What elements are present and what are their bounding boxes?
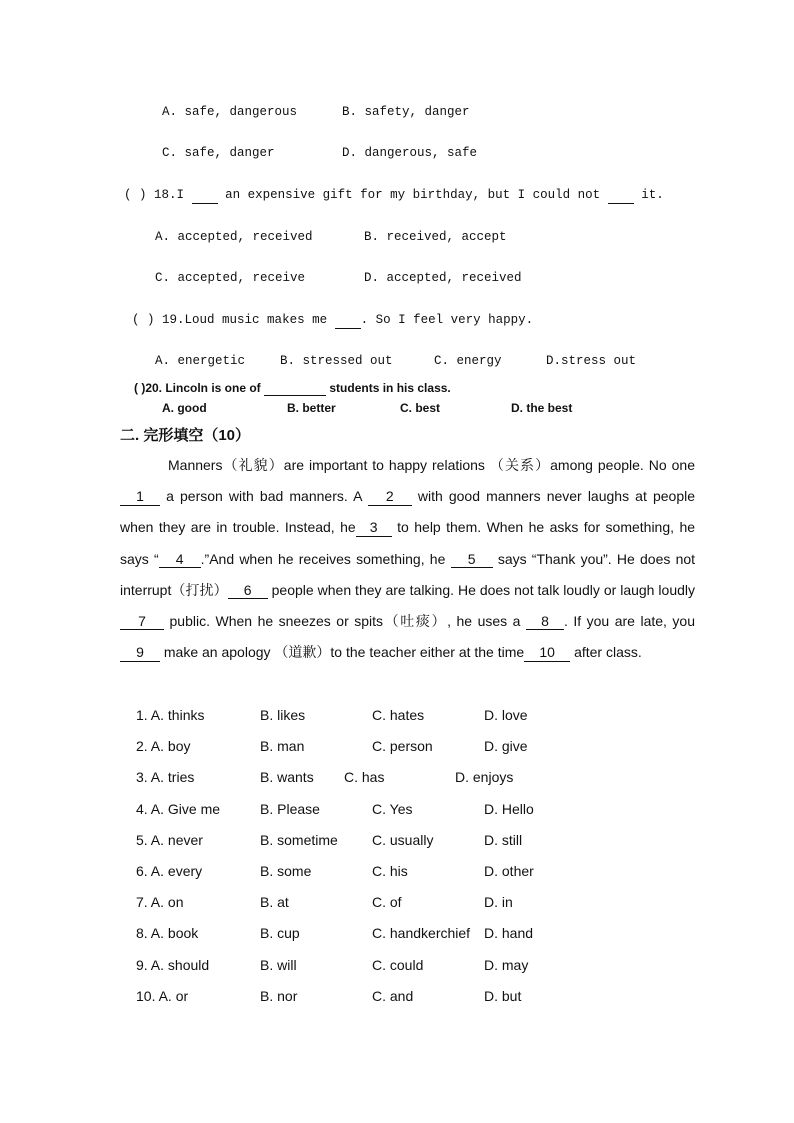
option-b: B. at bbox=[260, 894, 289, 910]
option-b: B. likes bbox=[260, 707, 306, 723]
passage-text-2: a person with bad manners. A bbox=[166, 488, 362, 505]
option-d: D. enjoys bbox=[455, 769, 514, 785]
q18-option-a: A. accepted, received bbox=[155, 230, 313, 244]
option-c: C. usually bbox=[372, 832, 434, 848]
option-c: C. handkerchief bbox=[372, 925, 471, 941]
option-b: B. some bbox=[260, 863, 312, 879]
q17-option-b: B. safety, danger bbox=[342, 105, 470, 119]
q18-text-2: an expensive gift for my birthday, but I could not bbox=[225, 188, 601, 202]
option-a: 6. A. every bbox=[136, 863, 203, 879]
option-a: 9. A. should bbox=[136, 957, 210, 973]
option-c: C. person bbox=[372, 738, 433, 754]
option-c: C. could bbox=[372, 957, 424, 973]
q19-option-c: C. energy bbox=[434, 354, 502, 368]
option-d: D. may bbox=[484, 957, 529, 973]
passage-text-8: public. When he sneezes or spits（吐痰）, he uses a bbox=[169, 613, 521, 630]
blank-5[interactable]: 5 bbox=[451, 552, 493, 568]
q18-number: 18. bbox=[154, 188, 177, 202]
q19-number: 19. bbox=[162, 313, 185, 327]
option-d: D. other bbox=[484, 863, 534, 879]
q18-text-3: it. bbox=[641, 188, 664, 202]
q19-blank[interactable] bbox=[335, 314, 361, 329]
option-c: C. of bbox=[372, 894, 402, 910]
option-a: 8. A. book bbox=[136, 925, 199, 941]
q18-option-d: D. accepted, received bbox=[364, 271, 522, 285]
passage-text-4: to help them. When he asks for something, he says “ bbox=[120, 519, 696, 567]
q18-option-c: C. accepted, receive bbox=[155, 271, 306, 285]
option-d: D. give bbox=[484, 738, 528, 754]
passage-text-7: people when they are talking. He does not talk loudly or laugh loudly bbox=[271, 581, 696, 598]
blank-4[interactable]: 4 bbox=[159, 552, 201, 568]
q18-option-b: B. received, accept bbox=[364, 230, 507, 244]
blank-8[interactable]: 8 bbox=[526, 614, 564, 630]
option-b: B. Please bbox=[260, 801, 320, 817]
passage-text-10: make an apology （道歉）to the teacher either at the time bbox=[163, 644, 525, 661]
q19-stem bbox=[132, 313, 533, 329]
option-b: B. wants bbox=[260, 769, 314, 785]
passage-text-9: . If you are late, you bbox=[563, 613, 696, 630]
q20-option-b: B. better bbox=[287, 401, 336, 415]
passage-text-5: .”And when he receives something, he bbox=[200, 550, 446, 567]
passage-text-6: says “Thank you”. He does not interrupt（打扰） bbox=[120, 550, 696, 598]
option-a: 5. A. never bbox=[136, 832, 203, 848]
passage-text-11: after class. bbox=[574, 644, 642, 661]
section-heading: 二. 完形填空（10） bbox=[120, 427, 251, 444]
q17-option-a: A. safe, dangerous bbox=[162, 105, 298, 119]
q18-stem bbox=[124, 188, 664, 204]
option-a: 3. A. tries bbox=[136, 769, 195, 785]
passage-text-3: with good manners never laughs at people when they are in trouble. Instead, he bbox=[120, 488, 695, 536]
option-b: B. cup bbox=[260, 925, 300, 941]
blank-3[interactable]: 3 bbox=[356, 520, 392, 536]
option-a: 4. A. Give me bbox=[136, 801, 221, 817]
blank-9[interactable]: 9 bbox=[120, 645, 160, 661]
option-a: 1. A. thinks bbox=[136, 707, 205, 723]
option-d: D. in bbox=[484, 894, 513, 910]
option-d: D. love bbox=[484, 707, 528, 723]
option-a: 2. A. boy bbox=[136, 738, 191, 754]
q20-stem bbox=[134, 381, 451, 396]
q20-option-a: A. good bbox=[162, 401, 207, 415]
option-d: D. hand bbox=[484, 925, 534, 941]
blank-2[interactable]: 2 bbox=[368, 489, 412, 505]
q18-bracket: ( ) bbox=[124, 188, 147, 202]
option-b: B. sometime bbox=[260, 832, 338, 848]
q19-text-1: Loud music makes me bbox=[184, 313, 328, 327]
blank-6[interactable]: 6 bbox=[228, 583, 268, 599]
q19-text-2: . So I feel very happy. bbox=[360, 313, 534, 327]
q20-option-d: D. the best bbox=[511, 401, 573, 415]
option-c: C. has bbox=[344, 769, 385, 785]
blank-7[interactable]: 7 bbox=[120, 614, 164, 630]
option-d: D. still bbox=[484, 832, 523, 848]
option-a: 7. A. on bbox=[136, 894, 184, 910]
q20-text-1: 20. Lincoln is one of bbox=[145, 381, 261, 395]
q17-option-d: D. dangerous, safe bbox=[342, 146, 478, 160]
q20-bracket: ( ) bbox=[134, 381, 146, 395]
option-d: D. Hello bbox=[484, 801, 534, 817]
option-d: D. but bbox=[484, 988, 522, 1004]
q18-blank-2[interactable] bbox=[608, 189, 634, 204]
q20-blank[interactable] bbox=[264, 382, 326, 396]
blank-10[interactable]: 10 bbox=[524, 645, 570, 661]
cloze-passage bbox=[120, 450, 695, 668]
q19-option-b: B. stressed out bbox=[280, 354, 393, 368]
blank-1[interactable]: 1 bbox=[120, 489, 160, 505]
q20-text-2: students in his class. bbox=[329, 381, 451, 395]
q18-text-1: I bbox=[176, 188, 185, 202]
q20-option-c: C. best bbox=[400, 401, 441, 415]
q18-blank-1[interactable] bbox=[192, 189, 218, 204]
q17-option-c: C. safe, danger bbox=[162, 146, 275, 160]
passage-text-1: Manners（礼貌）are important to happy relations （关系）among people. No one bbox=[168, 457, 695, 473]
q19-option-d: D.stress out bbox=[546, 354, 637, 368]
option-c: C. Yes bbox=[372, 801, 413, 817]
option-b: B. nor bbox=[260, 988, 298, 1004]
q19-bracket: ( ) bbox=[132, 313, 155, 327]
q19-option-a: A. energetic bbox=[155, 354, 246, 368]
option-c: C. hates bbox=[372, 707, 425, 723]
option-b: B. will bbox=[260, 957, 297, 973]
option-c: C. his bbox=[372, 863, 408, 879]
option-a: 10. A. or bbox=[136, 988, 189, 1004]
option-b: B. man bbox=[260, 738, 305, 754]
option-c: C. and bbox=[372, 988, 414, 1004]
